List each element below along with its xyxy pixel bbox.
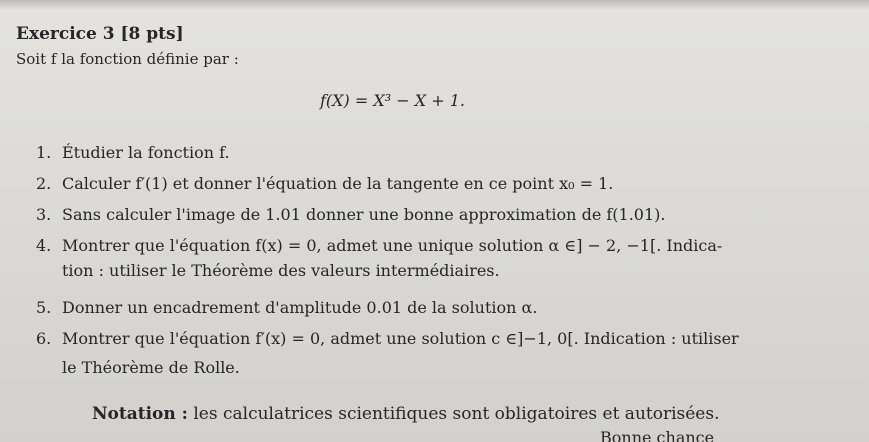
closing-note: Bonne chance <box>600 428 715 442</box>
question-item <box>36 143 230 162</box>
question-number: 5. <box>36 298 52 317</box>
exercise-heading: Exercice 3 [8 pts] <box>16 24 184 44</box>
question-number: 2. <box>36 174 52 193</box>
paper-fold-shadow <box>0 0 869 10</box>
question-continuation: tion : utiliser le Théorème des valeurs intermédiaires. <box>62 261 500 280</box>
exercise-intro: Soit f la fonction définie par : <box>16 50 239 68</box>
question-number: 1. <box>36 143 52 162</box>
question-text: Étudier la fonction f. <box>62 143 230 162</box>
question-item <box>36 329 739 348</box>
question-text: Montrer que l'équation f′(x) = 0, admet une solution c ∈]−1, 0[. Indication : utiliser <box>62 329 739 348</box>
question-item <box>36 174 613 193</box>
question-number: 6. <box>36 329 52 348</box>
question-item <box>36 205 665 224</box>
question-item <box>36 298 537 317</box>
notation-label: Notation : <box>92 404 188 424</box>
question-text: Montrer que l'équation f(x) = 0, admet une unique solution α ∈] − 2, −1[. Indica- <box>62 236 723 255</box>
question-continuation: le Théorème de Rolle. <box>62 358 240 377</box>
function-formula: f(X) = X³ − X + 1. <box>320 91 465 110</box>
question-item <box>36 236 722 255</box>
notation-line <box>92 404 720 424</box>
question-text: Calculer f′(1) et donner l'équation de la tangente en ce point x₀ = 1. <box>62 174 614 193</box>
question-number: 3. <box>36 205 52 224</box>
question-number: 4. <box>36 236 52 255</box>
notation-text: les calculatrices scientifiques sont obligatoires et autorisées. <box>193 404 720 424</box>
question-text: Donner un encadrement d'amplitude 0.01 de la solution α. <box>62 298 538 317</box>
question-text: Sans calculer l'image de 1.01 donner une bonne approximation de f(1.01). <box>62 205 666 224</box>
